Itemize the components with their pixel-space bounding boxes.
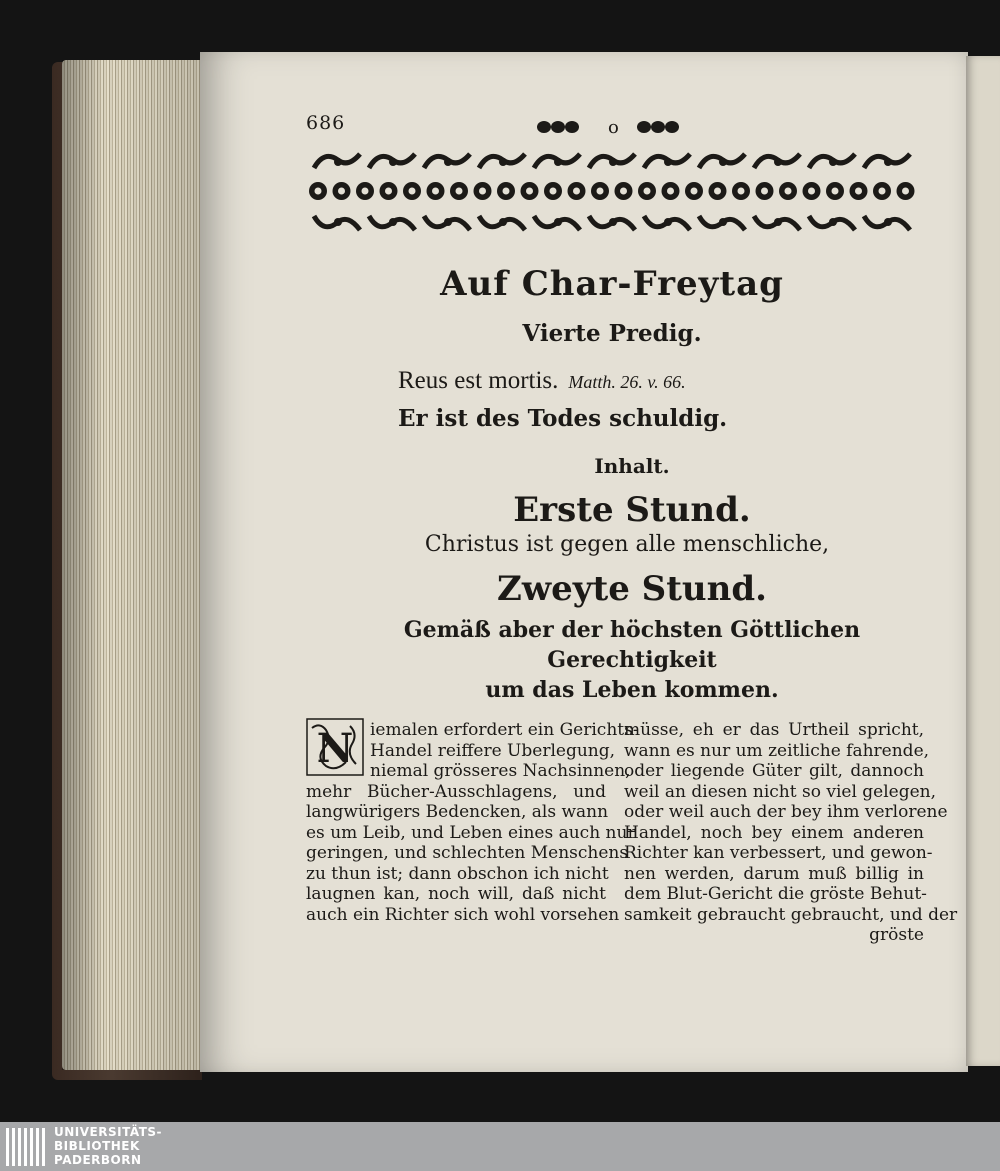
ornament-band-icon bbox=[306, 146, 918, 236]
ornament-rosette-center bbox=[409, 188, 416, 195]
ornament-rosette-center bbox=[456, 188, 463, 195]
ornament-dot bbox=[609, 158, 617, 166]
library-logo-icon bbox=[6, 1126, 48, 1168]
body-line: mehr Bücher-Ausschlagens, und bbox=[306, 781, 606, 802]
body-line: niemal grösseres Nachsinnen, bbox=[370, 761, 631, 781]
body-line: langwürigers Bedencken, als wann bbox=[306, 802, 609, 822]
ornament-rosette-center bbox=[714, 188, 721, 195]
ornament-rosette-center bbox=[667, 188, 674, 195]
ornament-dot bbox=[719, 218, 727, 226]
ornament-dot bbox=[829, 158, 837, 166]
ornament-rosette-center bbox=[644, 188, 651, 195]
ornament-dot bbox=[444, 158, 452, 166]
body-line: samkeit gebraucht gebraucht, und der bbox=[624, 904, 958, 925]
part-one-summary: Christus ist gegen alle menschliche, bbox=[424, 532, 830, 557]
ornament-rosette-center bbox=[808, 188, 815, 195]
contents-heading: Inhalt. bbox=[594, 454, 670, 478]
body-line: nen werden, darum muß billig in bbox=[624, 863, 924, 884]
left-column bbox=[306, 720, 639, 925]
sermon-title: Auf Char-Freytag bbox=[440, 264, 784, 304]
running-head bbox=[306, 112, 918, 142]
head-ornament-icon bbox=[532, 116, 692, 138]
part-two-summary-line1: Gemäß aber der höchsten Göttlichen Gerechtigkeit bbox=[403, 617, 861, 673]
ornament-rosette-center bbox=[315, 188, 322, 195]
ornament-rosette-center bbox=[362, 188, 369, 195]
part-one-heading: Erste Stund. bbox=[513, 490, 751, 530]
ornament-dot bbox=[719, 158, 727, 166]
ornamental-band bbox=[306, 146, 918, 236]
ornament-dot bbox=[664, 158, 672, 166]
ornament-dot bbox=[774, 218, 782, 226]
library-name bbox=[54, 1125, 162, 1167]
body-line: Handel, noch bey einem anderen bbox=[624, 822, 924, 843]
page-number: 686 bbox=[306, 112, 346, 134]
facing-page-edge bbox=[966, 56, 1000, 1066]
body-line: oder weil auch der bey ihm verlorene bbox=[624, 802, 948, 822]
library-name-line3: PADERBORN bbox=[54, 1153, 142, 1167]
ornament-dot bbox=[554, 218, 562, 226]
ornament-rosette-center bbox=[338, 188, 345, 195]
body-line: laugnen kan, noch will, daß nicht bbox=[306, 884, 606, 904]
ornament-rosette-center bbox=[738, 188, 745, 195]
body-line: müsse, eh er das Urtheil spricht, bbox=[624, 720, 924, 740]
ornament-dot bbox=[499, 158, 507, 166]
head-ornament bbox=[532, 116, 692, 143]
german-translation: Er ist des Todes schuldig. bbox=[398, 405, 728, 432]
ornament-dot bbox=[334, 218, 342, 226]
ornament-rosette-center bbox=[785, 188, 792, 195]
body-line: geringen, und schlechten Menschens bbox=[306, 843, 629, 863]
ornament-dot bbox=[334, 158, 342, 166]
body-line: Richter kan verbessert, und gewon- bbox=[624, 843, 933, 863]
ornament-dot bbox=[444, 218, 452, 226]
page-content bbox=[306, 112, 918, 705]
body-text bbox=[306, 720, 958, 952]
body-line: oder liegende Güter gilt, dannoch bbox=[624, 761, 924, 781]
part-two-heading: Zweyte Stund. bbox=[497, 569, 767, 609]
ornament-dot bbox=[884, 218, 892, 226]
ornament-rosette-center bbox=[691, 188, 698, 195]
ornament-dot bbox=[884, 158, 892, 166]
ornament-rosette-center bbox=[855, 188, 862, 195]
ornament-rosette-center bbox=[432, 188, 439, 195]
body-line: Handel reiffere Uberlegung, bbox=[370, 740, 616, 761]
ornament-dot bbox=[389, 158, 397, 166]
right-column bbox=[624, 720, 958, 946]
body-line: wann es nur um zeitliche fahrende, bbox=[624, 740, 930, 761]
ornament-rosette-center bbox=[761, 188, 768, 195]
body-line: gröste bbox=[869, 925, 924, 945]
library-name-line2: BIBLIOTHEK bbox=[54, 1139, 140, 1153]
head-ornament-letter: o bbox=[608, 117, 621, 138]
body-line: zu thun ist; dann obschon ich nicht bbox=[306, 863, 609, 884]
scripture-reference: Matth. 26. v. 66. bbox=[568, 372, 686, 392]
body-line: auch ein Richter sich wohl vorsehen bbox=[306, 904, 620, 925]
part-two-summary bbox=[306, 615, 918, 705]
body-line: weil an diesen nicht so viel gelegen, bbox=[624, 781, 937, 802]
ornament-rosette-center bbox=[832, 188, 839, 195]
body-line: iemalen erfordert ein Gerichts- bbox=[370, 720, 639, 740]
ornament-rosette-center bbox=[620, 188, 627, 195]
ornament-rosette-center bbox=[385, 188, 392, 195]
page-edges-shadow bbox=[62, 60, 207, 1070]
ornament-rosette-center bbox=[573, 188, 580, 195]
ornament-rosette-center bbox=[879, 188, 886, 195]
ornament-dot bbox=[389, 218, 397, 226]
body-line: dem Blut-Gericht die gröste Behut- bbox=[624, 884, 927, 904]
ornament-rosette-center bbox=[550, 188, 557, 195]
library-footer bbox=[0, 1122, 1000, 1171]
ornament-dot bbox=[499, 218, 507, 226]
ornament-rosette-center bbox=[479, 188, 486, 195]
ornament-rosette-center bbox=[503, 188, 510, 195]
library-name-line1: UNIVERSITÄTS- bbox=[54, 1125, 163, 1139]
body-line: es um Leib, und Leben eines auch nur bbox=[306, 822, 636, 843]
ornament-dot bbox=[829, 218, 837, 226]
sermon-subtitle: Vierte Predig. bbox=[522, 320, 702, 347]
ornament-rosette-center bbox=[526, 188, 533, 195]
scripture-verse bbox=[306, 367, 918, 395]
ornament-dot bbox=[774, 158, 782, 166]
ornament-dot bbox=[609, 218, 617, 226]
part-two-summary-line2: um das Leben kommen. bbox=[485, 677, 779, 703]
ornament-rosette-center bbox=[902, 188, 909, 195]
ornament-rosette-center bbox=[597, 188, 604, 195]
ornament-dot bbox=[664, 218, 672, 226]
ornament-dot bbox=[554, 158, 562, 166]
initial-letter: N bbox=[316, 725, 354, 772]
latin-text: Reus est mortis. bbox=[398, 367, 559, 394]
